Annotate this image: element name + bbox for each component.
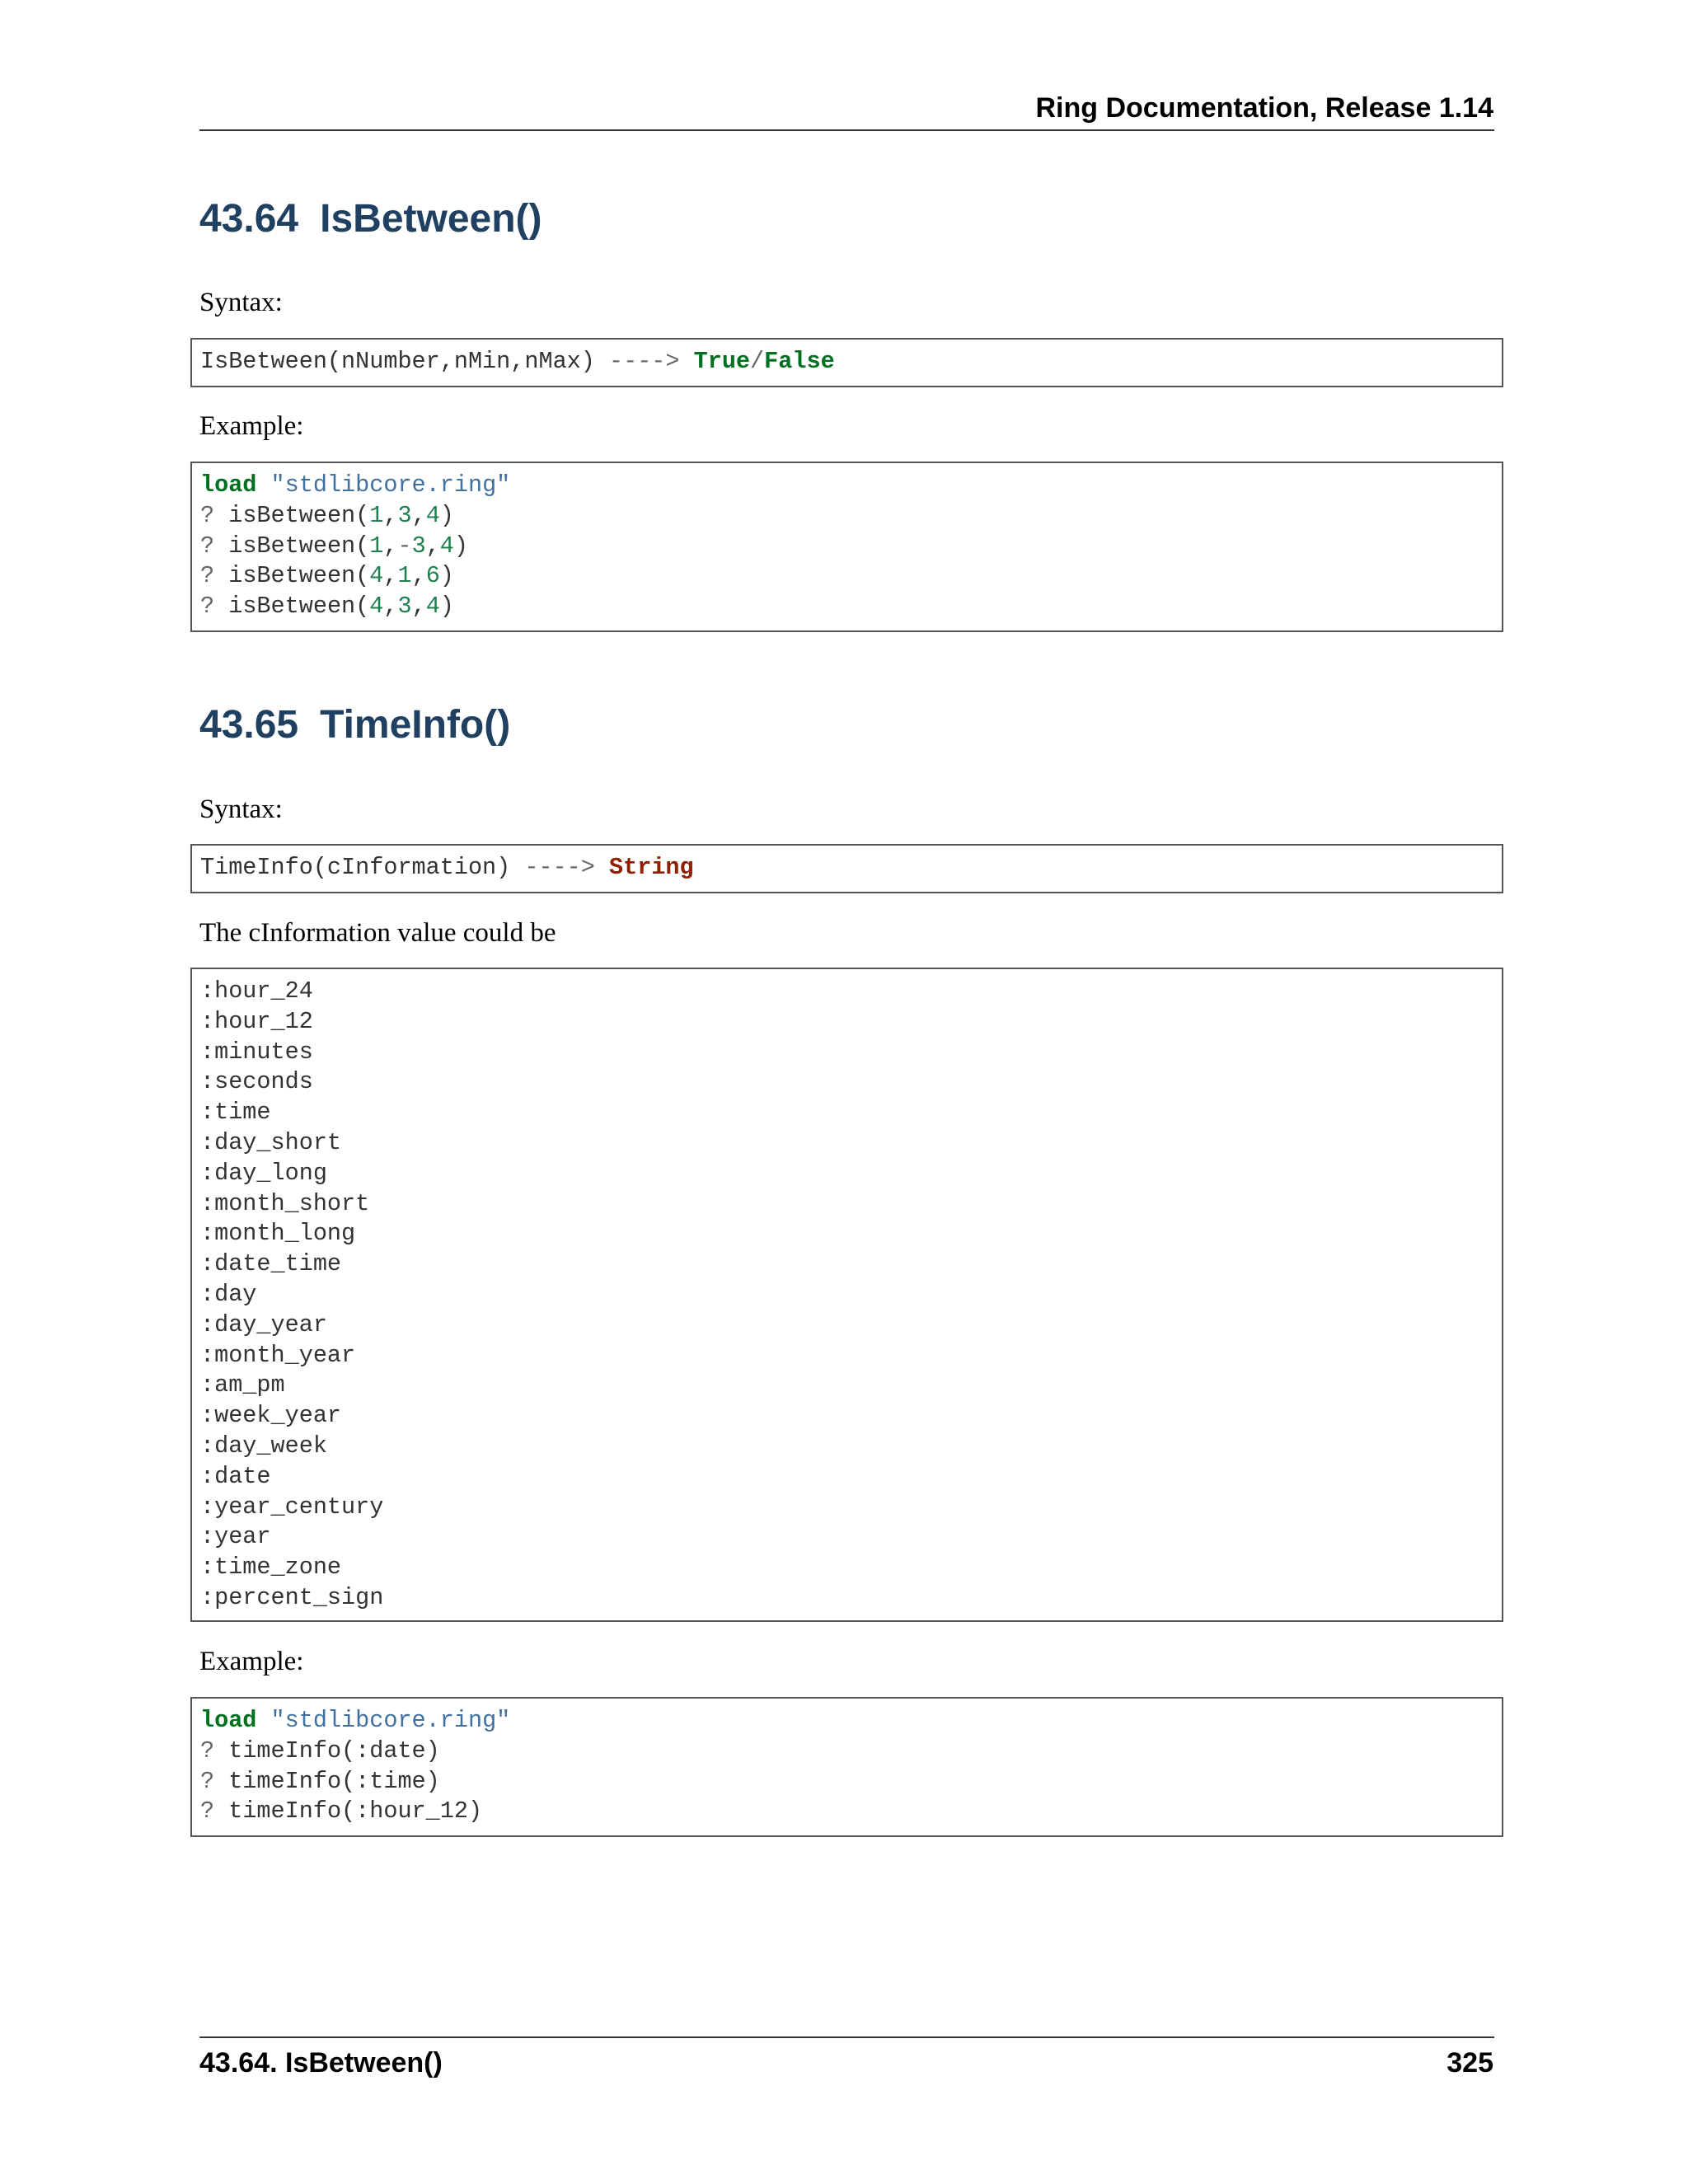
syntax-label: Syntax: <box>199 288 283 317</box>
value-item: :year <box>200 1523 271 1551</box>
value-item: :day_year <box>200 1310 327 1338</box>
value-item: :day_week <box>200 1432 327 1460</box>
value-item: :hour_12 <box>200 1007 313 1035</box>
value-item: :year_century <box>200 1493 384 1521</box>
value-item: :day_long <box>200 1159 327 1187</box>
footer-section: 43.64. IsBetween() <box>199 2047 443 2079</box>
page-number: 325 <box>1447 2047 1493 2079</box>
syntax-code-block <box>190 844 1503 893</box>
value-item: :minutes <box>200 1038 313 1066</box>
value-item: :time <box>200 1099 271 1127</box>
value-item: :day <box>200 1280 257 1308</box>
value-item: :hour_24 <box>200 977 313 1005</box>
code-line: load "stdlibcore.ring" <box>200 471 511 499</box>
value-item: :date <box>200 1462 271 1490</box>
values-list <box>192 977 1502 1614</box>
section-number: 43.65 <box>199 703 299 747</box>
code-line: load "stdlibcore.ring" <box>200 1707 511 1734</box>
code-line: ? timeInfo(:hour_12) <box>200 1797 483 1825</box>
code-line: TimeInfo(cInformation) ----> String <box>200 854 694 881</box>
running-header: Ring Documentation, Release 1.14 <box>1035 92 1493 124</box>
value-item: :month_year <box>200 1341 356 1369</box>
value-item: :percent_sign <box>200 1583 384 1611</box>
footer-rule <box>199 2036 1494 2038</box>
code-line: ? timeInfo(:date) <box>200 1736 440 1765</box>
example-code-block <box>190 462 1503 632</box>
code-line: ? isBetween(1,3,4) <box>200 501 454 529</box>
section-number: 43.64 <box>199 197 299 241</box>
code-line: ? isBetween(4,1,6) <box>200 562 454 590</box>
code-line: IsBetween(nNumber,nMin,nMax) ----> True/False <box>200 348 835 375</box>
section-title: IsBetween() <box>320 197 542 241</box>
value-item: :month_short <box>200 1189 370 1217</box>
value-item: :seconds <box>200 1068 313 1096</box>
syntax-label: Syntax: <box>199 794 283 824</box>
value-item: :time_zone <box>200 1554 342 1582</box>
syntax-code-block <box>190 338 1503 387</box>
code-line: ? timeInfo(:time) <box>200 1767 440 1795</box>
example-label: Example: <box>199 1647 304 1676</box>
code-line: ? isBetween(4,3,4) <box>200 593 454 621</box>
value-item: :day_short <box>200 1128 342 1156</box>
value-item: :am_pm <box>200 1371 285 1399</box>
section-heading-isbetween <box>199 196 542 241</box>
value-item: :week_year <box>200 1402 342 1430</box>
section-heading-timeinfo <box>199 702 510 748</box>
value-item: :month_long <box>200 1220 356 1248</box>
example-label: Example: <box>199 411 304 441</box>
code-line: ? isBetween(1,-3,4) <box>200 532 469 560</box>
header-rule <box>199 129 1494 131</box>
values-code-block <box>190 968 1503 1622</box>
values-label: The cInformation value could be <box>199 918 556 948</box>
example-code-block <box>190 1697 1503 1837</box>
value-item: :date_time <box>200 1250 342 1278</box>
section-title: TimeInfo() <box>320 703 511 747</box>
